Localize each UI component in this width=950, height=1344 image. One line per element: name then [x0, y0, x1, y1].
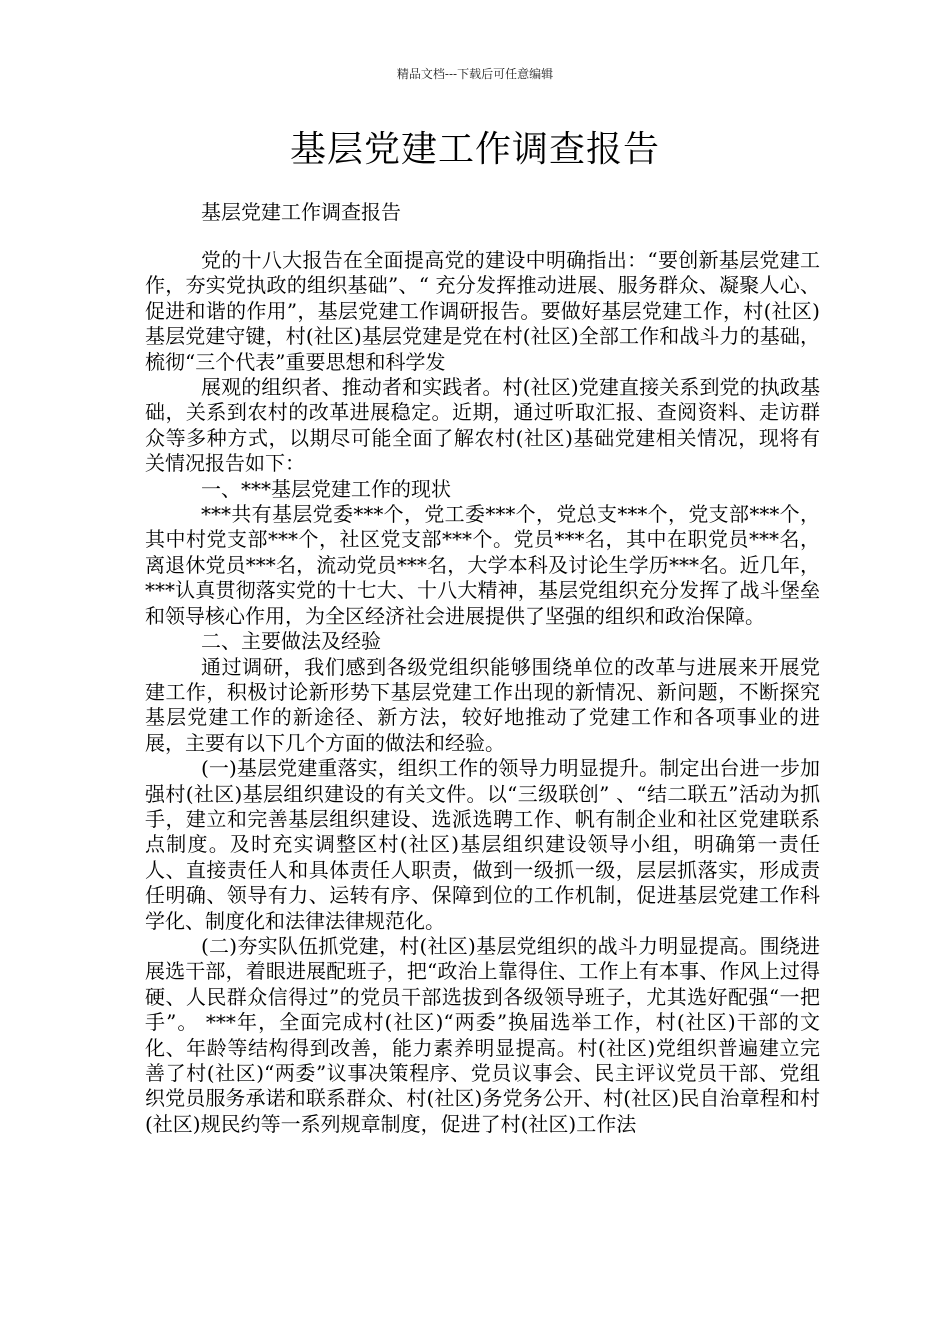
paragraph-intro-continued: 展观的组织者、推动者和实践者。村(社区)党建直接关系到党的执政基础，关系到农村的改革进展稳定。近期，通过听取汇报、查阅资料、走访群众等多种方式，以期尽可能全面了解农村(社区)基础党建相关情况，现将有关情况报告如下：	[145, 375, 820, 476]
paragraph-practice-1: (一)基层党建重落实，组织工作的领导力明显提升。制定出台进一步加强村(社区)基层组织建设的有关文件。以“三级联创” 、“结二联五”活动为抓手，建立和完善基层组织建设、选派选聘工作、帆有制企业和社区党建联系点制度。及时充实调整区村(社区)基层组织建设领导小组，明确第一责任人、直接责任人和具体责任人职责，做到一级抓一级，层层抓落实，形成责任明确、领导有力、运转有序、保障到位的工作机制，促进基层党建工作科学化、制度化和法律法律规范化。	[145, 756, 820, 933]
section-heading-status: 一、***基层党建工作的现状	[201, 476, 451, 501]
document-body	[145, 248, 820, 1137]
paragraph-practices-intro: 通过调研，我们感到各级党组织能够围绕单位的改革与进展来开展党建工作，积极讨论新形势下基层党建工作出现的新情况、新问题，不断探究基层党建工作的新途径、新方法，较好地推动了党建工作和各项事业的进展，主要有以下几个方面的做法和经验。	[145, 654, 820, 755]
section-heading-practices: 二、主要做法及经验	[201, 629, 381, 654]
paragraph-status: ***共有基层党委***个，党工委***个，党总支***个，党支部***个，其中村党支部***个，社区党支部***个。党员***名，其中在职党员***名，离退休党员***名，流动党员***名，大学本科及讨论生学历***名。近几年，***认真贯彻落实党的十七大、十八大精神，基层党组织充分发挥了战斗堡垒和领导核心作用，为全区经济社会进展提供了坚强的组织和政治保障。	[145, 502, 820, 628]
paragraph-intro: 党的十八大报告在全面提高党的建设中明确指出：“要创新基层党建工作，夯实党执政的组织基础”、“ 充分发挥推动进展、服务群众、凝聚人心、促进和谐的作用”，基层党建工作调研报告。要做好基层党建工作，村(社区)基层党建守键，村(社区)基层党建是党在村(社区)全部工作和战斗力的基础，梳彻“三个代表”重要思想和科学发	[145, 248, 820, 374]
paragraph-practice-2: (二)夯实队伍抓党建，村(社区)基层党组织的战斗力明显提高。围绕进展选干部，着眼进展配班子，把“政治上靠得住、工作上有本事、作风上过得硬、人民群众信得过”的党员干部选拔到各级领导班子，尤其选好配强“一把手”。 ***年，全面完成村(社区)“两委”换届选举工作，村(社区)干部的文化、年龄等结构得到改善，能力素养明显提高。村(社区)党组织普遍建立完善了村(社区)“两委”议事决策程序、党员议事会、民主评议党员干部、党组织党员服务承诺和联系群众、村(社区)务党务公开、村(社区)民自治章程和村(社区)规民约等一系列规章制度，促进了村(社区)工作法	[145, 933, 820, 1136]
document-title: 基层党建工作调查报告	[289, 129, 660, 170]
header-note: 精品文档---下载后可任意编辑	[396, 67, 554, 81]
document-subtitle: 基层党建工作调查报告	[201, 200, 401, 224]
